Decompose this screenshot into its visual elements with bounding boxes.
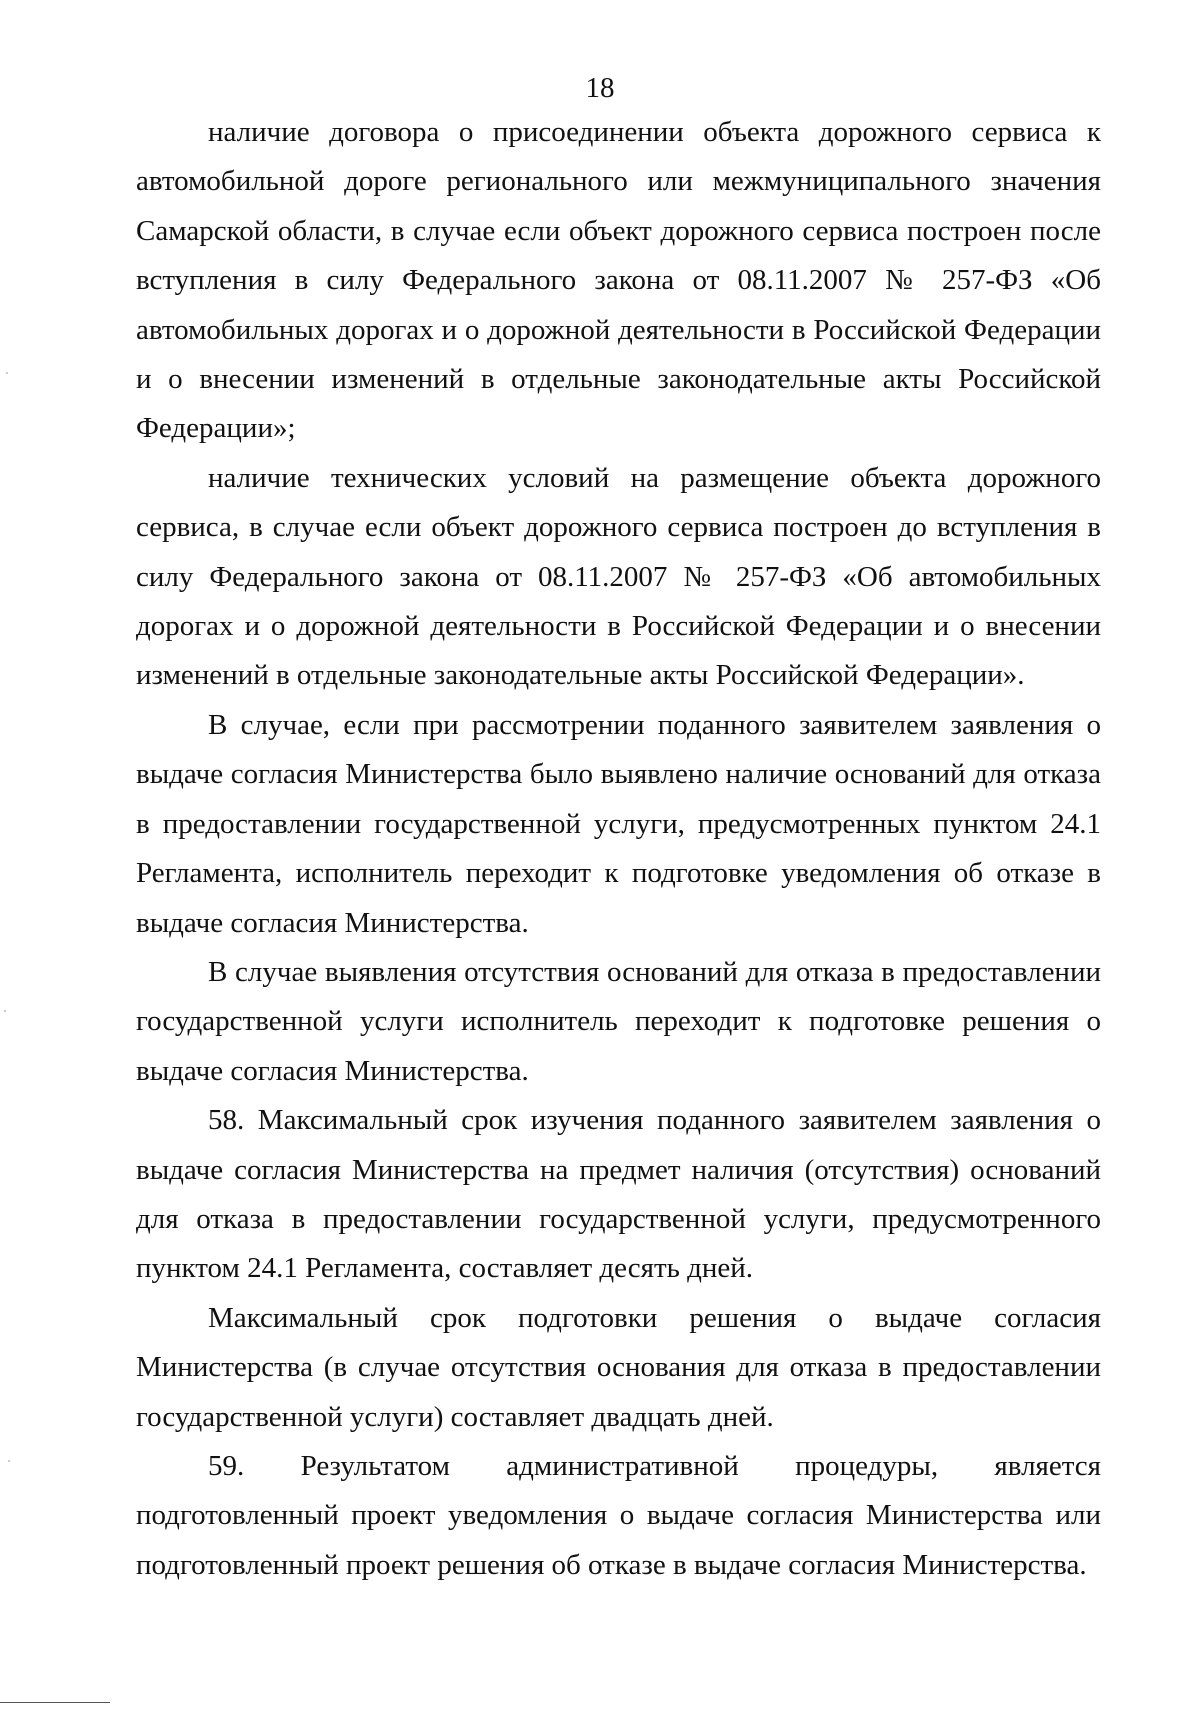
paragraph-technical-conditions: наличие технических условий на размещение объекта дорожного сервиса, в случае если объект дорожного сервиса построен до вступления в силу Федерального закона от 08.11.2007 № 257-ФЗ «Об автомобильных дорогах и о дорожной деятельности в Российской Федерации и о внесении изменений в отдельные законодательные акты Российской Федерации».	[136, 461, 1101, 692]
page-number: 18	[585, 72, 615, 104]
paragraph-max-preparation-term: Максимальный срок подготовки решения о выдаче согласия Министерства (в случае отсутствия основания для отказа в предоставлении государственной услуги) составляет двадцать дней.	[136, 1301, 1101, 1433]
scan-artifact	[8, 1460, 10, 1462]
document-body	[136, 108, 1101, 1590]
paragraph-item-59: 59. Результатом административной процедуры, является подготовленный проект уведомления о выдаче согласия Министерства или подготовленный проект решения об отказе в выдаче согласия Министерства.	[136, 1449, 1101, 1581]
scan-artifact	[4, 1010, 6, 1012]
paragraph-item-58: 58. Максимальный срок изучения поданного заявителем заявления о выдаче согласия Министерства на предмет наличия (отсутствия) оснований для отказа в предоставлении государственной услуги, предусмотренного пунктом 24.1 Регламента, составляет десять дней.	[136, 1104, 1101, 1285]
scan-artifact	[6, 372, 8, 374]
paragraph-no-refusal-grounds: В случае выявления отсутствия оснований для отказа в предоставлении государственной услуги исполнитель переходит к подготовке решения о выдаче согласия Министерства.	[136, 955, 1101, 1087]
scan-edge-line	[0, 1702, 110, 1703]
paragraph-contract-connection: наличие договора о присоединении объекта дорожного сервиса к автомобильной дороге регионального или межмуниципального значения Самарской области, в случае если объект дорожного сервиса построен после вступления в силу Федерального закона от 08.11.2007 № 257-ФЗ «Об автомобильных дорогах и о дорожной деятельности в Российской Федерации и о внесении изменений в отдельные законодательные акты Российской Федерации»;	[136, 116, 1101, 445]
paragraph-refusal-grounds: В случае, если при рассмотрении поданного заявителем заявления о выдаче согласия Министерства было выявлено наличие оснований для отказа в предоставлении государственной услуги, предусмотренных пунктом 24.1 Регламента, исполнитель переходит к подготовке уведомления об отказе в выдаче согласия Министерства.	[136, 708, 1101, 939]
